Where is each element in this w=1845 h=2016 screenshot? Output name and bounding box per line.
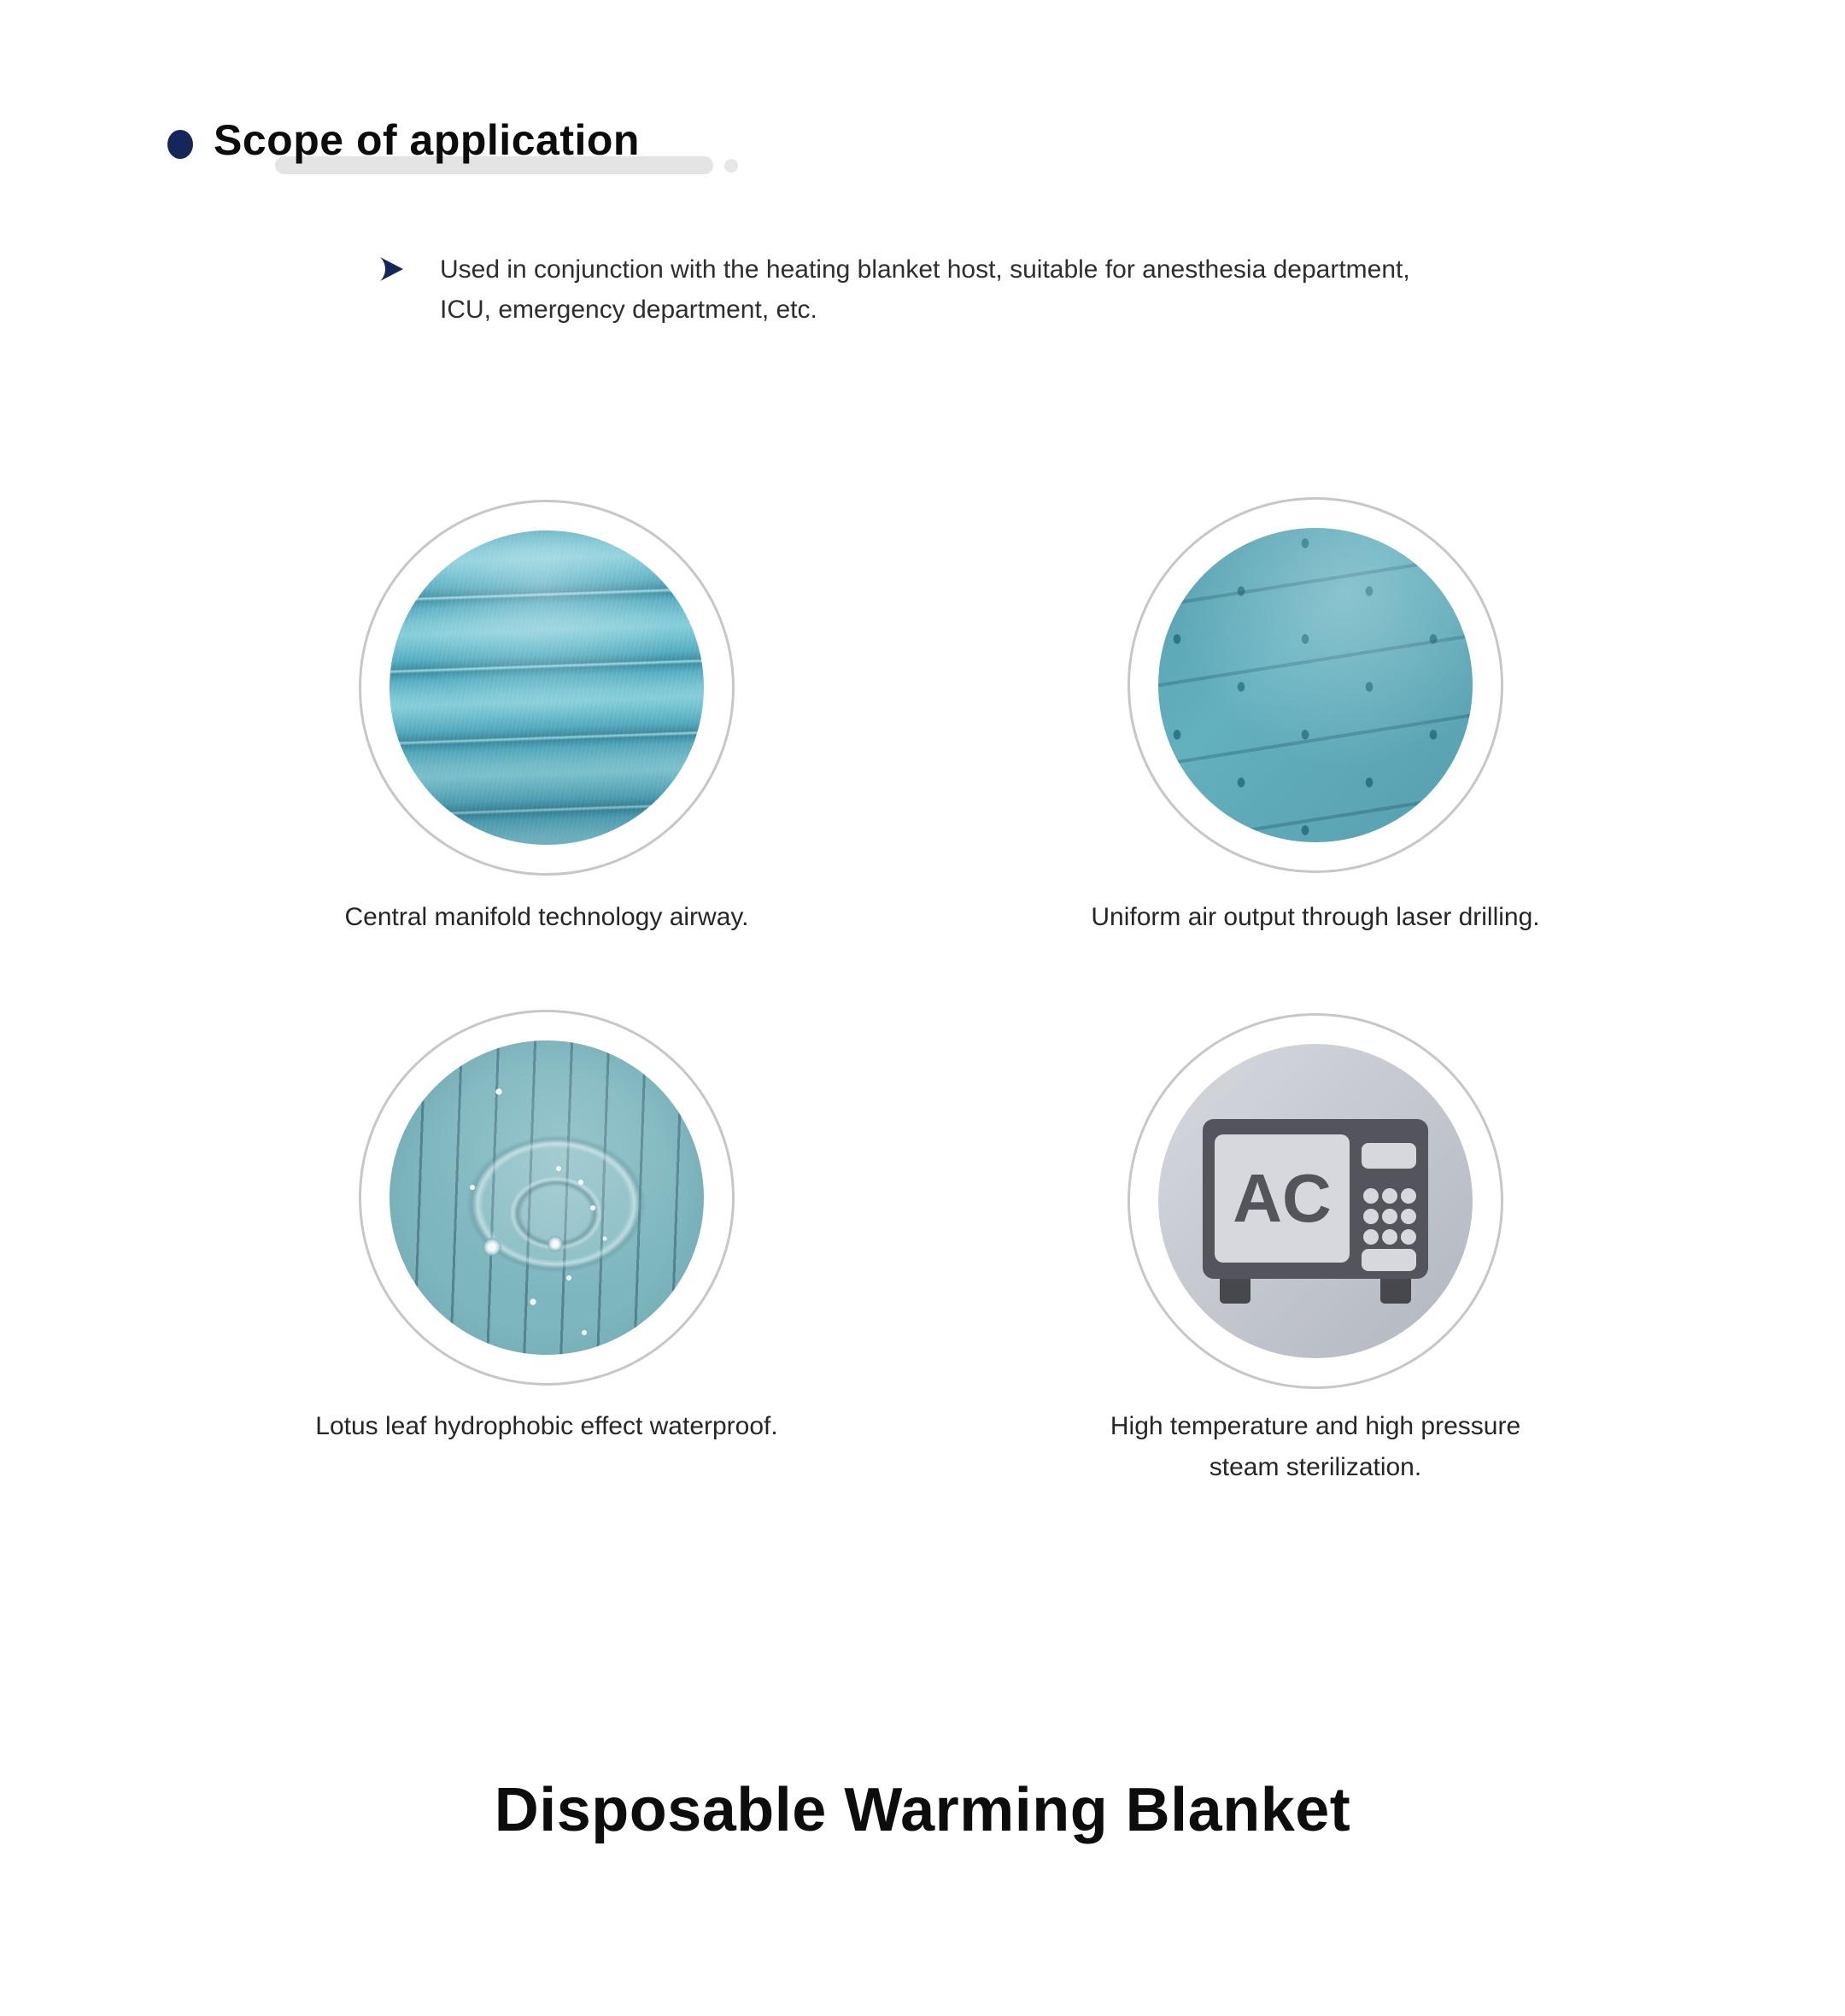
autoclave-label: AC <box>1233 1160 1332 1236</box>
hydrophobic-fabric-photo <box>390 1040 704 1355</box>
arrow-right-icon <box>378 256 405 284</box>
autoclave-display-slot <box>1362 1143 1416 1169</box>
feature-image-ring <box>1128 497 1503 873</box>
intro-text: Used in conjunction with the heating blanket host, suitable for anesthesia department, ICU, emergency department, etc. <box>440 255 1410 324</box>
quilted-airway-fabric-photo <box>390 530 704 845</box>
feature-image-ring <box>359 1010 735 1386</box>
feature-caption: Central manifold technology airway. <box>344 903 749 931</box>
feature-caption <box>1034 1406 1597 1488</box>
autoclave-icon <box>1158 1044 1473 1358</box>
autoclave-handle-slot <box>1362 1249 1416 1271</box>
laser-drilled-fabric-photo <box>1158 528 1473 842</box>
section-title: Scope of application <box>214 116 640 164</box>
feature-caption: Uniform air output through laser drilling. <box>1091 903 1540 931</box>
product-title: Disposable Warming Blanket <box>494 1776 1351 1844</box>
section-bullet-icon <box>167 130 193 159</box>
feature-caption: Lotus leaf hydrophobic effect waterproof. <box>315 1412 778 1440</box>
feature-image-ring <box>1128 1013 1503 1389</box>
feature-caption-text: High temperature and high pressure steam sterilization. <box>1110 1412 1521 1481</box>
feature-image-ring <box>359 500 735 876</box>
title-underline-dot <box>724 159 738 173</box>
autoclave-keypad-dots <box>1363 1188 1416 1245</box>
